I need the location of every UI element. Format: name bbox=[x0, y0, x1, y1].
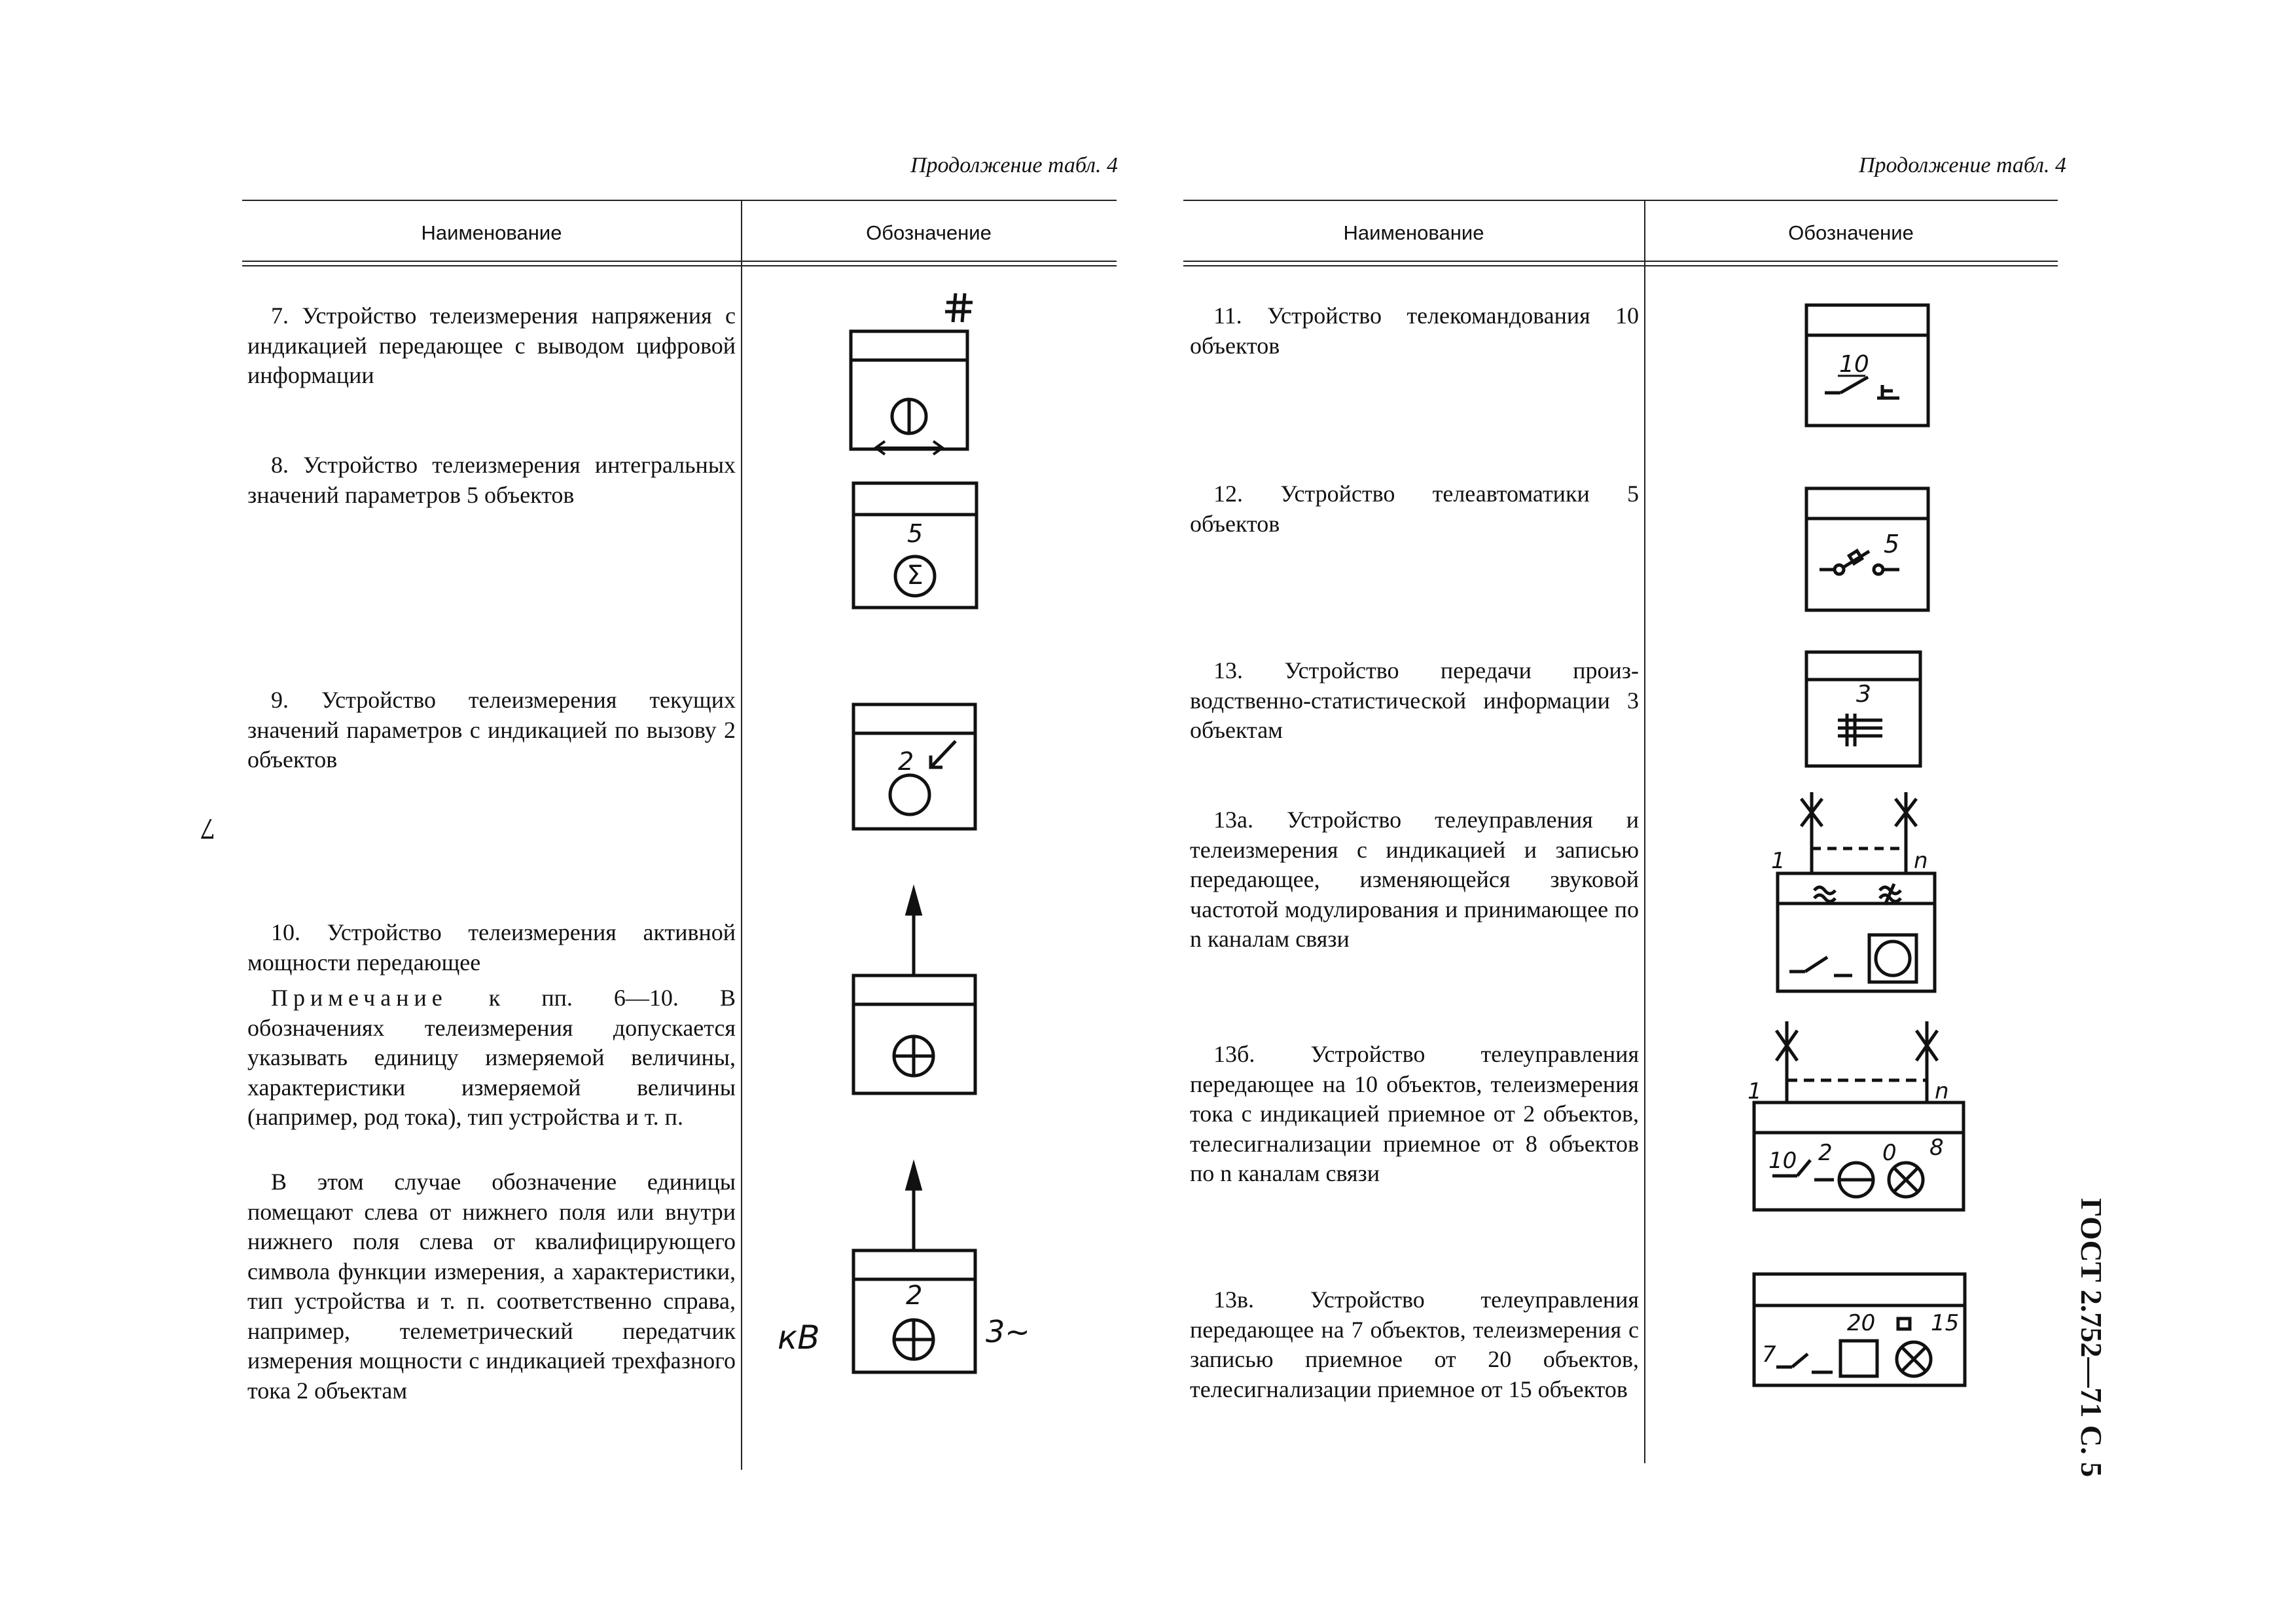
note-paragraph-1 bbox=[247, 983, 736, 1133]
right-continuation-label: Продолжение табл. 4 bbox=[1858, 153, 2066, 177]
left-continuation-label: Продолжение табл. 4 bbox=[910, 153, 1118, 177]
symbol-13b-label-0: 0 bbox=[1882, 1140, 1897, 1166]
left-header-rule bbox=[242, 261, 1117, 266]
left-header-designation: Обозначение bbox=[866, 221, 992, 244]
symbol-11-count: 10 bbox=[1839, 351, 1869, 378]
left-table-top-rule bbox=[242, 200, 1117, 201]
symbol-13v-control-record-signal bbox=[1749, 1270, 1978, 1401]
note-text: к пп. 6—10. В обозначениях телеизмерения допускается указывать единицу измеряемой величины, характеристики измеряемой величины (например, род тока), тип устройства и т. п. bbox=[247, 985, 736, 1130]
symbol-13v-label-20: 20 bbox=[1847, 1310, 1876, 1336]
item-11-text: 11. Устройство телекомандования 10 объектов bbox=[1190, 302, 1639, 359]
example-count: 2 bbox=[906, 1281, 923, 1311]
item-12-text: 12. Устройство телеавтоматики 5 объектов bbox=[1190, 481, 1639, 537]
symbol-7-telemetry-voltage bbox=[844, 288, 1001, 458]
item-10-text: 10. Устройство телеизмерения активной мощности передающее bbox=[247, 919, 736, 976]
note-title: Примечание bbox=[271, 985, 448, 1011]
symbol-13v-label-7: 7 bbox=[1762, 1341, 1776, 1368]
right-header-name: Наименование bbox=[1343, 221, 1484, 244]
symbol-12-teleautomation bbox=[1801, 486, 1932, 617]
symbol-9-count: 2 bbox=[898, 747, 914, 776]
symbol-13a-label-1: 1 bbox=[1771, 848, 1785, 874]
symbol-9-current-values bbox=[851, 699, 982, 837]
side-standard-label: ГОСТ 2.752—71 С. 5 bbox=[2075, 1198, 2108, 1478]
symbol-example-power-transmitter bbox=[772, 1159, 1054, 1381]
symbol-13b-label-10: 10 bbox=[1768, 1148, 1797, 1174]
symbol-13-count: 3 bbox=[1856, 681, 1871, 708]
symbol-13-production-statistics bbox=[1801, 649, 1932, 774]
item-13-text: 13. Устройство передачи производственно-статистической информации 3 объектам bbox=[1190, 657, 1639, 743]
symbol-11-telecommand bbox=[1801, 301, 1932, 432]
symbol-13v-label-15: 15 bbox=[1931, 1310, 1960, 1336]
right-table-top-rule bbox=[1183, 200, 2058, 201]
item-9-text: 9. Устройство телеизмерения текущих значений параметров с индикацией по вызову 2 объектов bbox=[247, 687, 736, 773]
symbol-13b-label-8: 8 bbox=[1929, 1135, 1944, 1161]
symbol-8-integral-values bbox=[851, 478, 982, 615]
note-paragraph-2: В этом случае обозначение единицы помещают слева от нижнего поля или внутри нижнего поля слева от квалифицирующего символа функции измерения, а характеристики, тип устройства и т. п. соответственно справа, например, телеметрический передатчик измерения мощности с индикацией трехфазного тока 2 объектам bbox=[247, 1169, 736, 1404]
example-unit-label: кВ bbox=[778, 1319, 820, 1357]
item-13v-text: 13в. Устройство телеуправления передающее на 7 объектов, телеизмерения с записью приемное от 20 объектов, телесигнализации приемное от 15 объектов bbox=[1190, 1286, 1639, 1402]
right-header-designation: Обозначение bbox=[1788, 221, 1914, 244]
right-column-divider bbox=[1644, 200, 1645, 1463]
item-13b-text: 13б. Устройство телеуправления передающее на 10 объектов, телеизмерения тока с индикацией приемное от 2 объектов, телесигнализации приемное от 8 объектов по n каналам связи bbox=[1190, 1041, 1639, 1186]
item-7-text: 7. Устройство телеизмерения напряжения с индикацией передающее с выводом цифровой информации bbox=[247, 302, 736, 388]
right-header-rule bbox=[1183, 261, 2058, 266]
symbol-13b-label-2: 2 bbox=[1818, 1140, 1833, 1166]
sigma-icon: Σ bbox=[906, 560, 924, 591]
left-header-name: Наименование bbox=[421, 221, 562, 244]
symbol-13b-control-measure-signal bbox=[1734, 1015, 1977, 1218]
example-current-label: 3~ bbox=[986, 1314, 1030, 1349]
symbol-10-active-power bbox=[851, 884, 982, 1100]
symbol-13b-label-1: 1 bbox=[1748, 1078, 1762, 1104]
symbol-13a-control-measure-recording bbox=[1754, 786, 1964, 995]
symbol-13b-label-n: n bbox=[1935, 1078, 1949, 1104]
margin-mark: 7 bbox=[200, 812, 215, 846]
item-13a-text: 13а. Устройство телеуправления и телеизмерения с индикацией и записью передающее, изменяющейся звуковой частотой модулирования и принимающее по n каналам связи bbox=[1190, 807, 1639, 952]
symbol-13a-label-n: n bbox=[1914, 848, 1928, 874]
left-column-divider bbox=[741, 200, 742, 1470]
symbol-12-count: 5 bbox=[1884, 530, 1900, 558]
symbol-8-count: 5 bbox=[907, 519, 924, 548]
item-8-text: 8. Устройство телеизмерения интегральных значений параметров 5 объектов bbox=[247, 452, 736, 508]
